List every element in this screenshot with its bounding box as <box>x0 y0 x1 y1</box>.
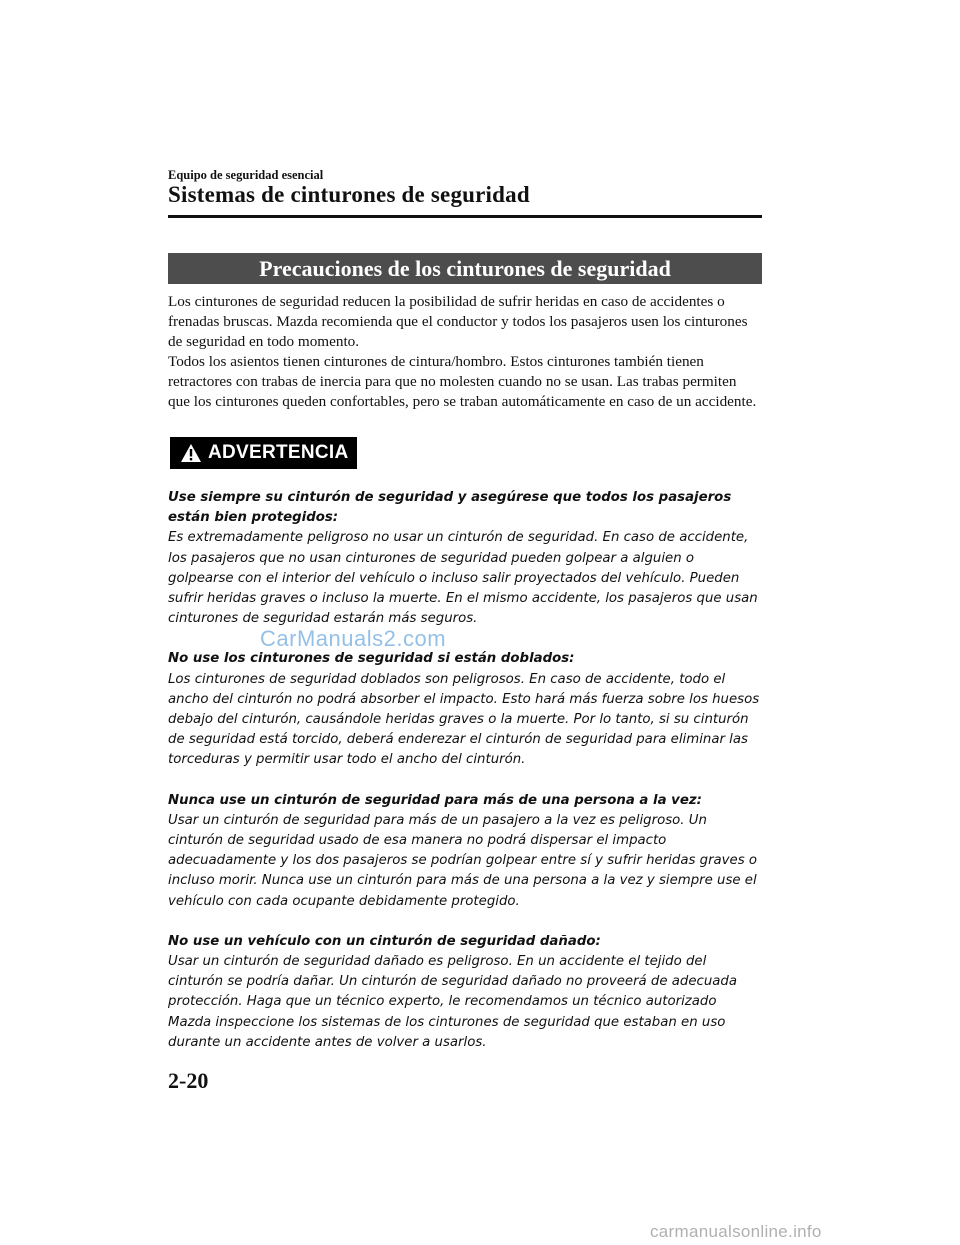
warning-triangle-icon <box>180 443 202 463</box>
warning-item <box>168 932 762 1053</box>
warning-heading: Use siempre su cinturón de seguridad y asegúrese que todos los pasajeros están bien protegidos: <box>168 490 732 526</box>
watermark-overlay: CarManuals2.com <box>260 626 447 651</box>
manual-page <box>168 0 762 1245</box>
warning-item <box>168 488 762 629</box>
warning-label: ADVERTENCIA <box>208 442 349 463</box>
warning-body: Es extremadamente peligroso no usar un cinturón de seguridad. En caso de accidente, los pasajeros que no usan cinturones de seguridad pueden golpear a alguien o golpearse con el interior del vehículo o incluso salir proyectados del vehículo. Pueden sufrir heridas graves o incluso la muerte. En el mismo accidente, los pasajeros que usan cinturones de seguridad estarán más seguros. <box>168 530 758 627</box>
intro-text <box>168 292 762 412</box>
warning-body: Usar un cinturón de seguridad para más de un pasajero a la vez es peligroso. Un cinturón de seguridad usado de esa manera no podrá dispersar el impacto adecuadamente y los dos pasajeros se podrían golpear entre sí y sufrir heridas graves o incluso morir. Nunca use un cinturón para más de una persona a la vez y siempre use el vehículo con cada ocupante debidamente protegido. <box>168 812 758 909</box>
section-banner: Precauciones de los cinturones de seguridad <box>168 253 762 284</box>
page-title: Sistemas de cinturones de seguridad <box>168 182 530 207</box>
warning-heading: No use un vehículo con un cinturón de seguridad dañado: <box>168 933 601 949</box>
warning-list <box>168 488 762 1073</box>
warning-body: Usar un cinturón de seguridad dañado es peligroso. En un accidente el tejido del cinturón se podría dañar. Un cinturón de seguridad dañado no proveerá de adecuada protección. Haga que un técnico experto, le recomendamos un técnico autorizado Mazda inspeccione los sistemas de los cinturones de seguridad que estaban en uso durante un accidente antes de volver a usarlos. <box>168 954 737 1050</box>
intro-paragraph: Todos los asientos tienen cinturones de cintura/hombro. Estos cinturones también tienen retractores con trabas de inercia para que no molesten cuando no se usan. Las trabas permiten que los cinturones queden confortables, pero se traban automáticamente en caso de un accidente. <box>168 353 757 410</box>
intro-paragraph: Los cinturones de seguridad reducen la posibilidad de sufrir heridas en caso de accidentes o frenadas bruscas. Mazda recomienda que el conductor y todos los pasajeros usen los cinturones de seguridad en todo momento. <box>168 293 748 350</box>
warning-heading: Nunca use un cinturón de seguridad para más de una persona a la vez: <box>168 792 702 808</box>
warning-badge <box>170 437 357 469</box>
warning-body: Los cinturones de seguridad doblados son peligrosos. En caso de accidente, todo el ancho del cinturón no podrá absorber el impacto. Esto hará más fuerza sobre los huesos debajo del cinturón, causándole heridas graves o la muerte. Por lo tanto, si su cinturón de seguridad está torcido, deberá enderezar el cinturón de seguridad para eliminar las torceduras y permitir usar todo el ancho del cinturón. <box>168 671 760 768</box>
title-divider <box>168 215 762 218</box>
warning-item <box>168 649 762 770</box>
warning-item <box>168 791 762 912</box>
page-number: 2-20 <box>168 1068 209 1093</box>
warning-heading: No use los cinturones de seguridad si están doblados: <box>168 651 575 667</box>
footer-watermark: carmanualsonline.info <box>650 1222 822 1241</box>
chapter-kicker: Equipo de seguridad esencial <box>168 168 324 182</box>
